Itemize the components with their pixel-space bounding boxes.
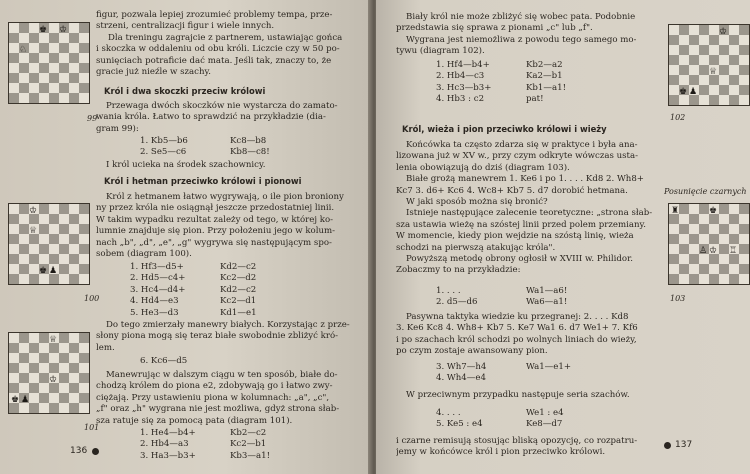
pawn-piece: ♙ (699, 246, 708, 256)
queen-piece: ♕ (29, 226, 38, 236)
chess-diagram-103 (668, 203, 750, 285)
paragraph: Manewrując w dalszym ciągu w ten sposób, białe do- chodzą królem do piona e2, zdobywają go i łatwo zwy- ciężają. Przy ustawieniu piona w kolumnach: „a", „c", „f" oraz „h" wygrana nie jest możliwa, gdyż strona słab- sza ratuje się za pomocą pata (diagram 101). (96, 370, 340, 426)
queen-piece: ♕ (709, 67, 718, 77)
king-piece: ♚ (39, 266, 48, 276)
paragraph: W przeciwnym przypadku następuje seria szachów. (406, 390, 630, 400)
king-piece: ♔ (719, 27, 728, 37)
diagram-number: 103 (670, 294, 686, 303)
move-list: 1. Hf4—b4+ Kb2—a2 2. Hb4—c3 Ka2—b1 3. Hc3—b3+ Kb1—a1! 4. Hb3 : c2 pat! (436, 60, 567, 105)
paragraph: Przewaga dwóch skoczków nie wystarcza do zamato- wania króla. Łatwo to sprawdzić na przykładzie (dia- gram 99): (96, 101, 338, 134)
diagram-number: 101 (84, 423, 100, 432)
pawn-piece: ♟ (49, 266, 58, 276)
chess-diagram-102 (668, 24, 750, 106)
king-piece: ♔ (29, 206, 38, 216)
move-list: 4. . . . We1 : e4 5. Ke5 : e4 Ke8—d7 (436, 408, 564, 430)
paragraph: i czarne remisują stosując bliską opozycję, co rozpatru- jemy w końcówce król i pion przeciwko królowi. (396, 436, 638, 458)
paragraph: Do tego zmierzały manewry białych. Korzystając z prze- słony piona mogą się teraz białe swobodnie zbliżyć kró- lem. (96, 320, 350, 353)
right-page (376, 0, 750, 474)
move-list: 1. Kb5—b6 Kc8—b8 2. Se5—c6 Kb8—c8! (140, 136, 270, 158)
move-list: 1. Hf3—d5+ Kd2—c2 2. Hd5—c4+ Kc2—d2 3. Hc4—d4+ Kd2—c2 4. Hd4—e3 Kc2—d1 5. He3—d3 Kd1—e1 (130, 262, 257, 318)
page-number: 137 (675, 440, 693, 450)
section-heading: Król i hetman przeciwko królowi i pionowi (104, 176, 302, 186)
king-piece: ♚ (709, 206, 718, 216)
move: 6. Kc6—d5 (140, 356, 188, 366)
section-heading: Król i dwa skoczki przeciw królowi (104, 86, 266, 96)
move-list: 3. Wh7—h4 Wa1—e1+ 4. Wh4—e4 (436, 362, 572, 384)
pawn-piece: ♟ (21, 395, 30, 405)
chess-diagram-100 (8, 203, 90, 285)
king-piece: ♔ (49, 375, 58, 385)
king-piece: ♔ (709, 246, 718, 256)
pawn-piece: ♟ (689, 87, 698, 97)
left-intro-text: figur, pozwala lepiej zrozumieć problemy tempa, prze- strzeni, centralizacji figur i wiele innych. Dla treningu zagrajcie z partnerem, ustawiając gońca i skoczka w oddaleniu od obu króli. Liczcie czy w 50 po- sunięciach potraficie dać mata. Jeśli tak, znaczy to, że gracie już nieźle w szachy. (96, 10, 343, 78)
paragraph: Końcówka ta często zdarza się w praktyce i była ana- lizowana już w XV w., przy czym odkryte wówczas usta- lenia obowiązują do dziś (diagram 103). Białe grożą manewrem 1. Ke6 i po 1. . . . Kd8 2. Wh8+ Kc7 3. d6+ Kc6 4. Wc8+ Kb7 5. d7 dorobić hetmana. W jaki sposób można się bronić? Istnieje następujące zalecenie teoretyczne: „strona słab- sza ustawia wieżę na szóstej linii przed polem przemiany. W momencie, kiedy pion wejdzie na szóstą linię, wieża schodzi na pierwszą atakując króla". Powyższą metodę obrony ogłosił w XVIII w. Philidor. Zobaczmy to na przykładzie: (396, 140, 653, 276)
rook-piece: ♜ (671, 206, 680, 216)
diagram-number: 102 (670, 113, 686, 122)
left-page (0, 0, 372, 474)
queen-piece: ♕ (49, 335, 58, 345)
king-piece: ♚ (679, 87, 688, 97)
move-list: 1. . . . Wa1—a6! 2. d5—d6 Wa6—a1! (436, 286, 568, 308)
king-piece: ♚ (39, 25, 48, 35)
king-piece: ♚ (11, 395, 20, 405)
note: I król ucieka na środek szachownicy. (106, 160, 266, 170)
right-intro-text: Biały król nie może zbliżyć się wobec pata. Podobnie przedstawia się sprawa z pionami „c" lub „f". Wygrana jest niemożliwa z powodu tego samego mo- tywu (diagram 102). (396, 12, 637, 57)
rook-piece: ♖ (729, 246, 738, 256)
chess-diagram-99 (8, 22, 90, 104)
page-number: 136 (70, 446, 88, 456)
diagram-number: 100 (84, 294, 100, 303)
page-marker-icon (664, 442, 671, 449)
diagram-caption: Posunięcie czarnych (664, 187, 747, 196)
chess-diagram-101 (8, 332, 90, 414)
section-heading: Król, wieża i pion przeciwko królowi i wieży (402, 124, 607, 134)
paragraph: Pasywna taktyka wiedzie ku przegranej: 2. . . . Kd8 3. Ke6 Kc8 4. Wh8+ Kb7 5. Ke7 Wa1 6. d7 We1+ 7. Kf6 i po szachach król schodzi po wolnych liniach do wieży, po czym zostaje awansowany pion. (396, 312, 638, 357)
paragraph: Król z hetmanem łatwo wygrywają, o ile pion broniony ny przez króla nie osiągnął jeszcze przedostatniej linii. W takim wypadku rezultat zależy od tego, w której ko- lumnie znajduje się pion. Przy położeniu jego w kolum- nach „b", „d", „e", „g" wygrywa się następującym spo- sobem (diagram 100). (96, 192, 344, 260)
diagram-number: 99 (87, 114, 98, 123)
page-marker-icon (92, 448, 99, 455)
king-piece: ♔ (59, 25, 68, 35)
move-list: 1. He4—b4+ Kb2—c2 2. Hb4—a3 Kc2—b1 3. Ha3—b3+ Kb3—a1! (140, 428, 271, 461)
knight-piece: ♘ (19, 45, 28, 55)
